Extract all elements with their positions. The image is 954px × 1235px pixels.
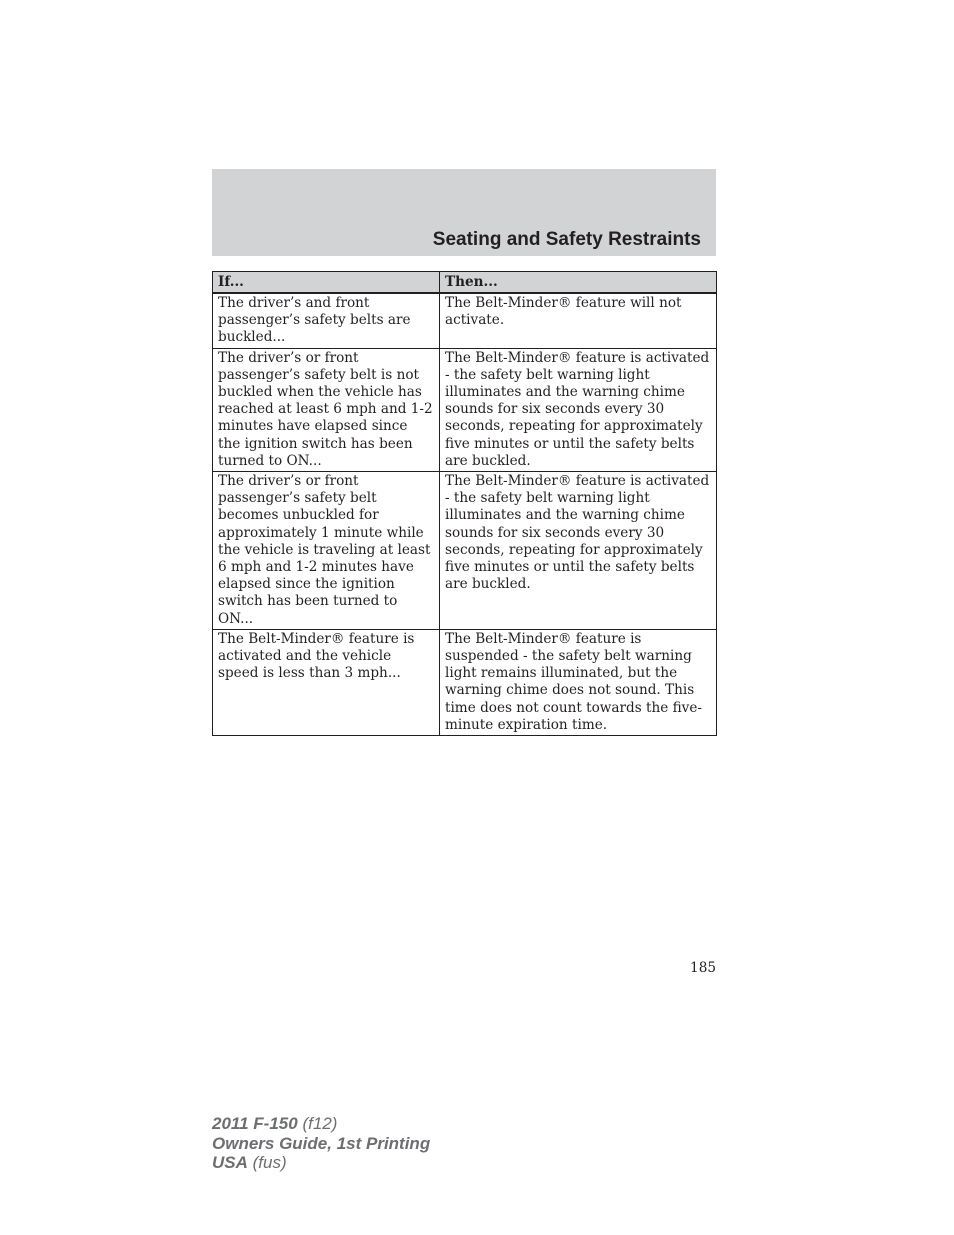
footer-line-model [212,1114,430,1134]
then-cell: The Belt-Minder® feature is activated - the safety belt warning light illuminates and the warning chime sounds for six seconds every 30 seconds, repeating for approximately five minutes or until the safety belts are buckled. [440,472,717,630]
table-row [213,348,717,471]
footer-model: 2011 F-150 [212,1114,298,1133]
section-header-band [212,169,716,256]
if-cell: The driver’s and front passenger’s safety belts are buckled... [213,293,440,348]
table-row [213,472,717,630]
if-cell: The Belt-Minder® feature is activated and the vehicle speed is less than 3 mph... [213,629,440,735]
footer-model-code: (f12) [302,1114,338,1133]
footer-region: USA [212,1153,248,1172]
if-cell: The driver’s or front passenger’s safety belt becomes unbuckled for approximately 1 minute while the vehicle is traveling at least 6 mph and 1-2 minutes have elapsed since the ignition switch has been turned to ON... [213,472,440,630]
section-title: Seating and Safety Restraints [432,229,701,250]
then-cell: The Belt-Minder® feature is suspended - the safety belt warning light remains illuminated, but the warning chime does not sound. This time does not count towards the five-minute expiration time. [440,629,717,735]
then-cell: The Belt-Minder® feature will not activate. [440,293,717,348]
belt-minder-table [212,271,717,736]
table-header-row [213,272,717,294]
document-footer [212,1114,430,1173]
footer-region-code: (fus) [252,1153,287,1172]
footer-guide: Owners Guide, 1st Printing [212,1133,431,1153]
column-header-if: If... [213,272,440,294]
page-number: 185 [690,960,716,976]
if-cell: The driver’s or front passenger’s safety belt is not buckled when the vehicle has reached at least 6 mph and 1-2 minutes have elapsed since the ignition switch has been turned to ON... [213,348,440,471]
table-row [213,629,717,735]
footer-line-region [212,1153,430,1173]
then-cell: The Belt-Minder® feature is activated - the safety belt warning light illuminates and the warning chime sounds for six seconds every 30 seconds, repeating for approximately five minutes or until the safety belts are buckled. [440,348,717,471]
table-row [213,293,717,348]
column-header-then: Then... [440,272,717,294]
